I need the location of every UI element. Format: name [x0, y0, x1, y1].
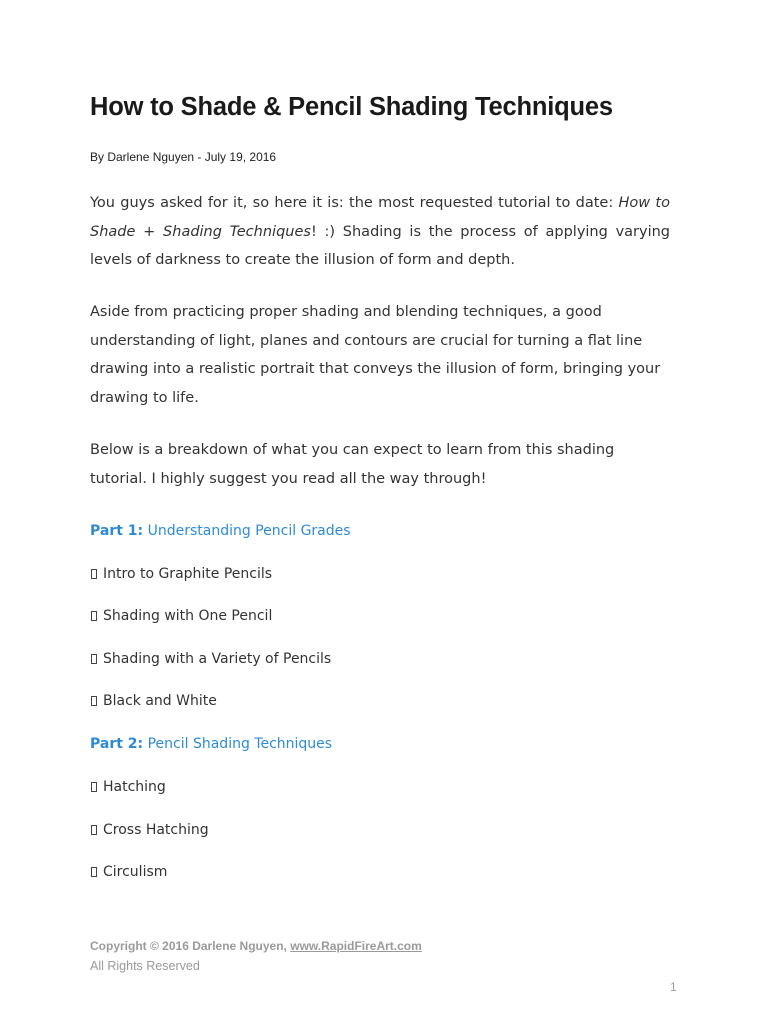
- part-2-label: Part 2:: [90, 736, 144, 752]
- hollow-square-bullet-icon: [91, 569, 97, 579]
- hollow-square-bullet-icon: [91, 696, 97, 706]
- part-2-title[interactable]: Pencil Shading Techniques: [147, 736, 333, 752]
- byline: By Darlene Nguyen - July 19, 2016: [90, 150, 277, 164]
- list-item: [90, 822, 209, 838]
- copyright-text: Copyright © 2016 Darlene Nguyen,: [90, 939, 291, 953]
- intro-text-start: You guys asked for it, so here it is: the most requested tutorial to date:: [90, 195, 619, 211]
- list-item-text: Circulism: [103, 864, 168, 880]
- list-item: [90, 566, 272, 582]
- page-title: How to Shade & Pencil Shading Techniques: [90, 93, 613, 121]
- page-number: 1: [670, 980, 677, 994]
- part-2-heading[interactable]: [90, 736, 332, 752]
- part-1-label: Part 1:: [90, 523, 144, 539]
- list-item-text: Intro to Graphite Pencils: [103, 566, 273, 582]
- part-1-title[interactable]: Understanding Pencil Grades: [147, 523, 351, 539]
- paragraph-breakdown: Below is a breakdown of what you can expect to learn from this shading tutorial. I highly suggest you read all the way through!: [90, 442, 615, 487]
- part-1-heading[interactable]: [90, 523, 351, 539]
- intro-text-end: ! :) Shading is the process of applying varying levels of darkness to create the illusion of form and depth.: [90, 223, 670, 268]
- list-item: [90, 864, 167, 880]
- list-item-text: Hatching: [103, 779, 166, 795]
- footer-website-link[interactable]: www.RapidFireArt.com: [290, 939, 422, 953]
- paragraph-light-planes: Aside from practicing proper shading and blending techniques, a good understanding of light, planes and contours are crucial for turning a flat line drawing into a realistic portrait that conveys the illusion of form, bringing your drawing to life.: [90, 304, 661, 406]
- list-item-text: Cross Hatching: [103, 822, 209, 838]
- hollow-square-bullet-icon: [91, 611, 97, 621]
- list-item: [90, 651, 331, 667]
- hollow-square-bullet-icon: [91, 654, 97, 664]
- list-item: [90, 779, 166, 795]
- hollow-square-bullet-icon: [91, 825, 97, 835]
- list-item-text: Shading with a Variety of Pencils: [103, 651, 332, 667]
- list-item-text: Shading with One Pencil: [103, 608, 273, 624]
- hollow-square-bullet-icon: [91, 782, 97, 792]
- intro-paragraph: [90, 189, 670, 275]
- footer-rights: All Rights Reserved: [90, 959, 200, 973]
- list-item: [90, 693, 217, 709]
- hollow-square-bullet-icon: [91, 867, 97, 877]
- footer-copyright: [90, 939, 422, 953]
- intro-italic-title: How to Shade + Shading Techniques: [90, 195, 670, 240]
- list-item: [90, 608, 272, 624]
- list-item-text: Black and White: [103, 693, 217, 709]
